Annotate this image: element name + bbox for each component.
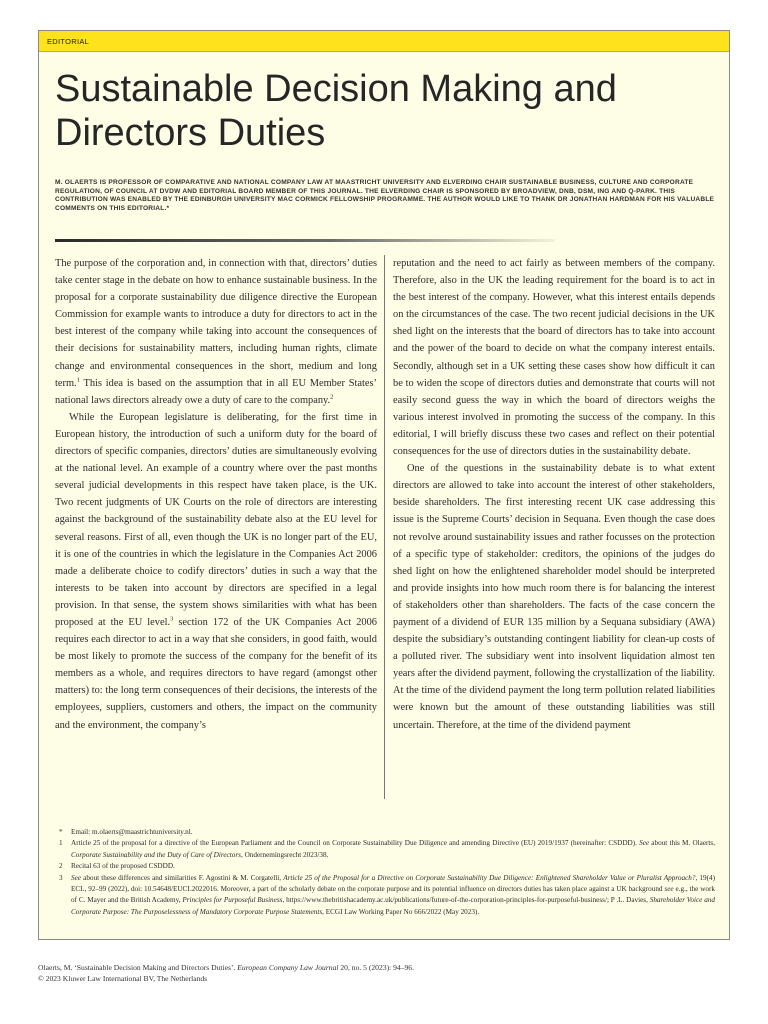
article-page [38, 30, 730, 940]
copyright-line: © 2023 Kluwer Law International BV, The Netherlands [38, 974, 208, 983]
footnote: 1 Article 25 of the proposal for a directive of the European Parliament and the Council on Corporate Sustainability Due Diligence and amending Directive (EU) 2019/1937 (hereinafter: CSDDD). See about this M. Olaerts, Corporate Sustainability and the Duty of Care of Directors, Ondernemingsrecht 2023/38. [59, 839, 715, 859]
title-divider [55, 239, 555, 242]
body-column-right [393, 255, 715, 734]
paragraph: The purpose of the corporation and, in connection with that, directors’ duties take center stage in the debate on how to enhance sustainable business. In the proposal for a corporate sustainability due diligence directive the European Commission for example wants to introduce a duty for directors to act in the best interest of the company while taking into account the consequences of their decisions for sustainability matters, including human rights, climate change and environmental consequences in the short, medium and long term.$^1$ This idea is based on the assumption that in all EU Member States’ national laws directors already owe a duty of care to the company.$^2$ [55, 258, 377, 406]
paragraph: reputation and the need to act fairly as between members of the company. Therefore, also in the UK the leading requirement for the board is to act in the best interest of the company. However, what this interest entails depends on the circumstances of the case. The two recent judicial decisions in the UK shed light on the interests that the board of directors has to take into account and the power of the board to decide on what the company interest entails. Secondly, although set in a UK setting these cases show how difficult it can be to widen the scope of directors duties and demonstrate that courts will not easily second guess the way in which the board of directors weighs the various interest involved in promoting the success of the company. In this editorial, I will briefly discuss these two cases and reflect on their potential consequences for the use of directors duties in the sustainability debate. [393, 258, 715, 458]
footnote-ref[interactable]: 3 [170, 615, 174, 623]
footnotes [55, 827, 715, 918]
journal-name: European Company Law Journal [237, 963, 339, 972]
page-footer [38, 962, 730, 984]
footnote-text: Recital 63 of the proposed CSDDD. [71, 862, 175, 871]
section-label: EDITORIAL [47, 37, 90, 46]
citation-line: Olaerts, M. ‘Sustainable Decision Making and Directors Duties’. European Company Law Journal 20, no. 5 (2023): 94–96. [38, 963, 414, 972]
footnote [55, 861, 715, 872]
footnote-marker: 1 [59, 839, 63, 848]
footnote-marker: 2 [59, 862, 63, 871]
footnote-marker: 3 [59, 873, 63, 882]
footnote-ref[interactable]: 1 [76, 376, 80, 384]
footnote: 3 See about these differences and similarities F. Agostini & M. Corgatelli, Article 25 of the Proposal for a Directive on Corporate Sustainability Due Diligence: Enlightened Shareholder Value or Pluralist Approach?, 19(4) ECL, 92–99 (2022), doi: 10.54648/EUCL2022016. Moreover, a part of the scholarly debate on the corporate purpose and its potential influence on directors duties has taken place against a UK background see e.g., the work of C. Mayer and the British Academy, Principles for Purposeful Business, https://www.thebritishacademy.ac.uk/publications/future-of-the-corporation-principles-for-purposeful-business/; P .L. Davies, Shareholder Voice and Corporate Purpose: The Purposelessness of Mandatory Corporate Purpose Statements, ECGI Law Working Paper No 666/2022 (May 2023). [59, 873, 715, 916]
body-column-left [55, 255, 377, 734]
footnote-ref[interactable]: 2 [330, 393, 334, 401]
footnote-marker: * [59, 828, 63, 836]
paragraph: While the European legislature is deliberating, for the first time in European history, the introduction of such a uniform duty for the board of directors of specific companies, directors’ duties are simultaneously evolving at the national level. An example of a country where over the past months several judicial developments in this respect have taken place, is the UK. Two recent judgments of UK Courts on the role of directors are interesting against the background of the sustainability debate also at the EU level for several reasons. First of all, even though the UK is no longer part of the EU, it is one of the countries in which the legislature in the Companies Act 2006 made a deliberate choice to codify directors’ duties in such a way that the interests to be taken into account by directors are specified in a legal provision. In that sense, the system shows similarities with what has been proposed at the EU level.$^3$ section 172 of the UK Companies Act 2006 requires each director to act in a way that she considers, in good faith, would be most likely to promote the success of the company for the benefit of its members as a whole, and requires directors to have regard (amongst other matters) to: the long term consequences of their decisions, the interests of the employees, suppliers, customers and others, the impact on the community and the environment, the company’s [55, 411, 377, 731]
article-title: Sustainable Decision Making and Directors Duties [55, 68, 617, 154]
footnote [55, 827, 715, 838]
section-band [39, 31, 729, 52]
author-byline: M. OLAERTS IS PROFESSOR OF COMPARATIVE AND NATIONAL COMPANY LAW AT MAASTRICHT UNIVERSITY AND ELVERDING CHAIR SUSTAINABLE BUSINESS, CULTURE AND CORPORATE REGULATION, OF COUNCIL AT DVDW AND EDITORIAL BOARD MEMBER OF THIS JOURNAL. THE ELVERDING CHAIR IS SPONSORED BY BROADVIEW, DNB, DSM, ING AND Q-PARK. THIS CONTRIBUTION WAS ENABLED BY THE EDINBURGH UNIVERSITY MAC CORMICK FELLOWSHIP PROGRAMME. THE AUTHOR WOULD LIKE TO THANK DR JONATHAN HARDMAN FOR HIS VALUABLE COMMENTS ON THIS EDITORIAL.* [55, 179, 715, 212]
paragraph: One of the questions in the sustainability debate is to what extent directors are allowed to take into account the interest of other stakeholders, beside shareholders. The first interesting recent UK case addressing this issue is the Supreme Courts’ decision in Sequana. Even though the case does not revolve around sustainability issues and rather focusses on the protection of a specific type of stakeholder: creditors, the opinions of the judges do shed light on how the enlightened shareholder model should be interpreted and provide insights into how much room there is for balancing the interest of stakeholders other than shareholders. The facts of the case concern the payment of a dividend of EUR 135 million by a Sequana subsidiary (AWA) despite the subsidiary’s outstanding contingent liability for clean-up costs of a polluted river. The subsidiary went into insolvent liquidation almost ten years after the dividend payment, following the crystallization of the liability. At the time of the dividend payment the long term pollution related liabilities were known but the amount of these outstanding liabilities was still uncertain. Therefore, at the time of the dividend payment [393, 463, 715, 731]
footnote-text: Email: m.olaerts@maastrichtuniversity.nl. [71, 828, 193, 836]
column-divider [384, 255, 385, 799]
